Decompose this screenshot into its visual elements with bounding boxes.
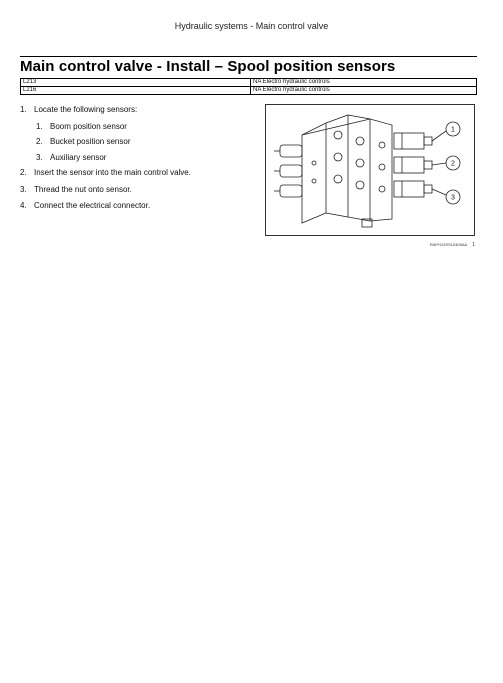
step-number: 2.	[20, 168, 27, 177]
figure-code: RAPH12SSL0409AA	[429, 242, 468, 247]
step-number: 1.	[20, 105, 27, 114]
list-item	[20, 104, 191, 115]
table-row	[21, 87, 477, 95]
sensor-text: Bucket position sensor	[50, 137, 131, 146]
list-item	[20, 167, 191, 178]
valve-section	[348, 115, 370, 221]
valve-drawing	[266, 105, 474, 235]
step-number: 3.	[20, 184, 27, 194]
sensor-text: Boom position sensor	[50, 121, 127, 131]
model-description: NA Electro hydraulic controls	[251, 87, 477, 95]
actuator-cylinder	[280, 145, 302, 157]
sensor-housing	[394, 157, 424, 173]
model-table	[20, 78, 477, 95]
page-title: Main control valve - Install – Spool position sensors	[20, 58, 396, 75]
model-code: L216	[21, 87, 251, 95]
sensor	[424, 185, 432, 193]
list-item	[20, 121, 191, 132]
step-text: Locate the following sensors:	[34, 105, 138, 114]
sensor	[424, 137, 432, 145]
valve-section	[326, 115, 348, 217]
list-item	[20, 200, 191, 211]
step-text: Insert the sensor into the main control valve.	[34, 168, 191, 177]
actuator-cylinder	[280, 165, 302, 177]
table-row	[21, 79, 477, 87]
figure-number: 1	[472, 242, 475, 248]
step-number: 4.	[20, 201, 27, 210]
sensor-housing	[394, 181, 424, 197]
valve-section	[302, 123, 326, 223]
step-text: Connect the electrical connector.	[34, 201, 151, 210]
actuator-cylinder	[280, 185, 302, 197]
sensor	[424, 161, 432, 169]
list-item	[20, 184, 191, 195]
procedure-steps	[20, 104, 191, 217]
list-item	[20, 136, 191, 147]
title-rule	[20, 56, 477, 57]
step-text: Thread the nut onto sensor.	[34, 184, 132, 194]
callout-label: 1	[451, 126, 455, 134]
list-item	[20, 152, 191, 163]
running-header: Hydraulic systems - Main control valve	[174, 21, 329, 31]
sensor-number: 1.	[36, 121, 43, 131]
sensor-number: 2.	[36, 137, 43, 146]
valve-illustration	[265, 104, 475, 236]
figure-caption	[265, 242, 475, 248]
sensor-text: Auxiliary sensor	[50, 152, 107, 162]
model-code: L213	[21, 79, 251, 87]
sensor-housing	[394, 133, 424, 149]
sensor-number: 3.	[36, 152, 43, 162]
callout-label: 2	[451, 160, 455, 168]
callout-label: 3	[451, 194, 455, 202]
model-description: NA Electro hydraulic controls	[251, 79, 477, 87]
